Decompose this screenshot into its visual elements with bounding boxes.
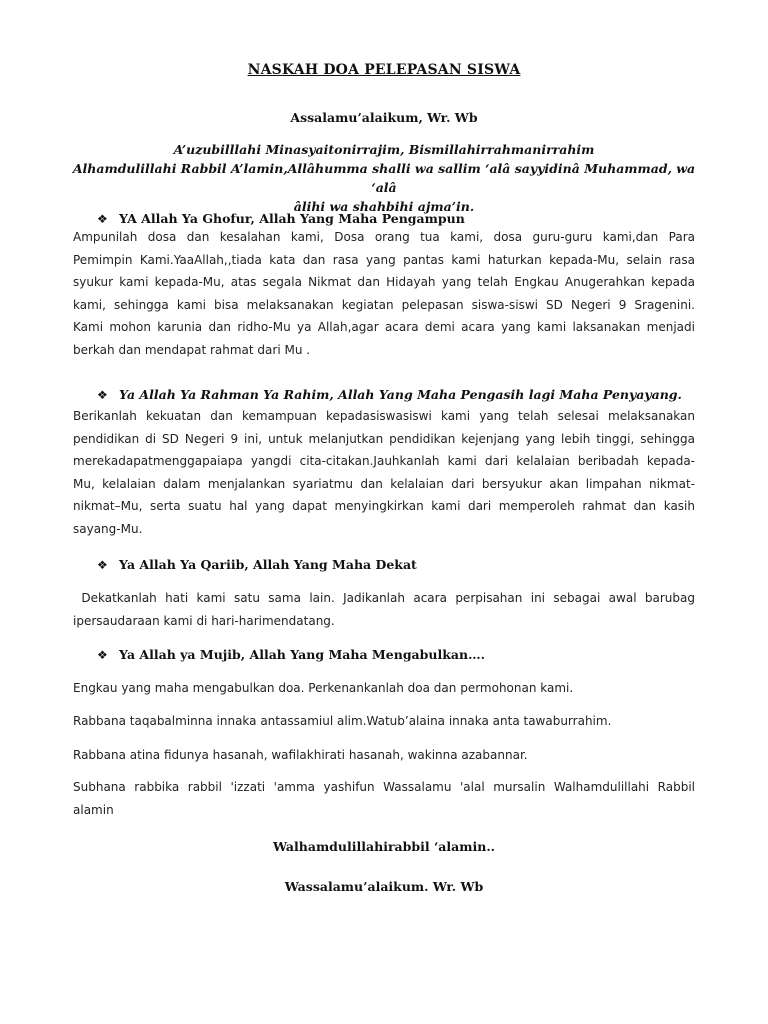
diamond-filled-bullet-icon: ❖: [97, 388, 108, 402]
section-heading: [97, 557, 417, 572]
paragraph-line: Mu, kelalaian dalam menjalankan syariatmu dan kelalaian dari bersyukur akan limpahan nikmat-: [73, 476, 695, 491]
section-heading-text: YA Allah Ya Ghofur, Allah Yang Maha Pengampun: [119, 211, 465, 226]
closing-line: Rabbana taqabalminna innaka antassamiul alim.Watub’alaina innaka anta tawaburrahim.: [73, 714, 612, 728]
section-heading: [97, 387, 682, 402]
paragraph-line: kami, sehingga kami bisa melaksanakan kegiatan pelepasan siswa-siswi SD Negeri 9 Sragenini.: [73, 297, 695, 312]
closing-line: Rabbana atina fidunya hasanah, wafilakhirati hasanah, wakinna azabannar.: [73, 748, 528, 762]
section-paragraph: [73, 226, 695, 361]
opening-line: Alhamdulillahi Rabbil A’lamin,Allâhumma shalli wa sallim ‘alâ sayyidinâ Muhammad, wa ‘alâ: [72, 161, 696, 195]
closing-paragraph: [73, 776, 695, 821]
paragraph-line: Subhana rabbika rabbil 'izzati 'amma yashifun Wassalamu 'alal mursalin Walhamdulillahi Rabbil: [73, 780, 695, 794]
greeting: Assalamu’alaikum, Wr. Wb: [290, 110, 478, 125]
paragraph-line: nikmat–Mu, serta suatu hal yang dapat menyingkirkan kami dari memperoleh rahmat dan kasih: [73, 499, 695, 513]
opening-prayer: [72, 140, 696, 216]
paragraph-line: ipersaudaraan kami di hari-harimendatang.: [73, 613, 335, 628]
walhamdu-line: Walhamdulillahirabbil ‘alamin..: [272, 839, 496, 854]
section-heading: [97, 647, 485, 662]
paragraph-line: Dekatkanlah hati kami satu sama lain. Jadikanlah acara perpisahan ini sebagai awal barubag: [73, 591, 695, 605]
opening-line: âlihi wa shahbihi ajma’in.: [293, 199, 475, 214]
farewell-greeting: Wassalamu’alaikum. Wr. Wb: [284, 879, 484, 894]
diamond-outline-bullet-icon: ❖: [97, 212, 108, 226]
document-title: NASKAH DOA PELEPASAN SISWA: [247, 62, 521, 78]
section-paragraph: [73, 587, 695, 632]
paragraph-line: Ampunilah dosa dan kesalahan kami, Dosa orang tua kami, dosa guru-guru kami,dan Para: [73, 230, 695, 244]
paragraph-line: pendidikan di SD Negeri 9 ini, untuk melanjutkan pendidikan kejenjang yang lebih tinggi, sehingga: [73, 431, 695, 446]
paragraph-line: Kami mohon karunia dan ridho-Mu ya Allah,agar acara demi acara yang kami laksanakan menjadi: [73, 320, 695, 334]
paragraph-line: alamin: [73, 802, 114, 817]
paragraph-line: merekadapatmenggapaiapa yangdi cita-citakan.Jauhkanlah kami dari kelalaian beribadah kepada-: [73, 454, 695, 468]
paragraph-line: Pemimpin Kami.YaaAllah,,tiada kata dan rasa yang pantas kami haturkan kepada-Mu, selain rasa: [73, 252, 695, 267]
opening-line: A’uzubilllahi Minasyaitonirrajim, Bismillahirrahmanirrahim: [173, 142, 595, 157]
diamond-filled-bullet-icon: ❖: [97, 558, 108, 572]
section-heading: [97, 211, 465, 226]
diamond-filled-bullet-icon: ❖: [97, 648, 108, 662]
paragraph-line: syukur kami kepada-Mu, atas segala Nikmat dan Hidayah yang telah Engkau Anugerahkan kepada: [73, 275, 695, 289]
section-heading-text: Ya Allah Ya Qariib, Allah Yang Maha Dekat: [119, 557, 417, 572]
closing-line: Engkau yang maha mengabulkan doa. Perkenankanlah doa dan permohonan kami.: [73, 681, 574, 695]
section-heading-text: Ya Allah Ya Rahman Ya Rahim, Allah Yang Maha Pengasih lagi Maha Penyayang.: [119, 387, 682, 402]
paragraph-line: sayang-Mu.: [73, 521, 143, 536]
paragraph-line: berkah dan mendapat rahmat dari Mu .: [73, 342, 311, 357]
paragraph-line: Berikanlah kekuatan dan kemampuan kepadasiswasiswi kami yang telah selesai melaksanakan: [73, 409, 695, 423]
section-heading-text: Ya Allah ya Mujib, Allah Yang Maha Mengabulkan….: [119, 647, 485, 662]
section-paragraph: [73, 405, 695, 540]
